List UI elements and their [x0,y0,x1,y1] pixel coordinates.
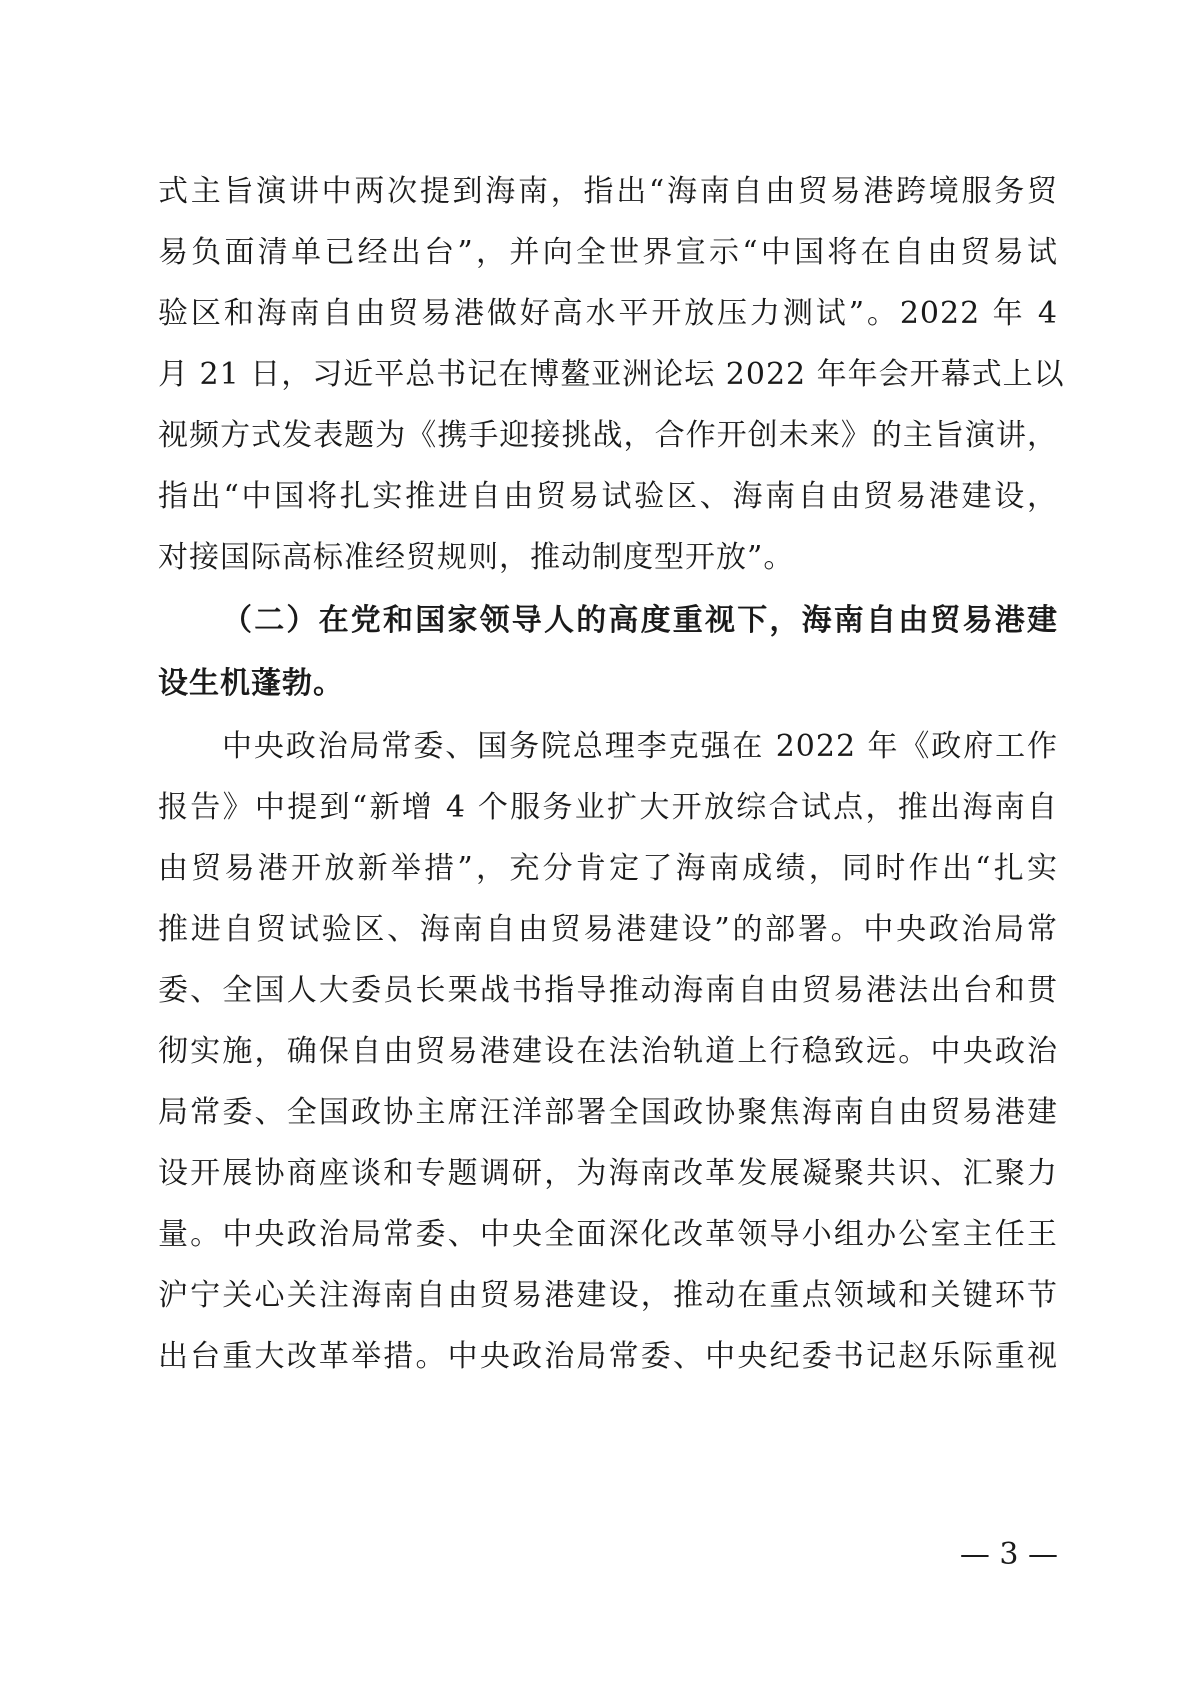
text-line: 局常委、全国政协主席汪洋部署全国政协聚焦海南自由贸易港建 [158,1095,1058,1130]
heading-line: 设生机蓬勃。 [158,666,344,701]
text-line: 验区和海南自由贸易港做好高水平开放压力测试”。2022 年 4 [158,296,1058,331]
text-line: 中央政治局常委、国务院总理李克强在 2022 年《政府工作 [222,729,1058,764]
text-line: 彻实施，确保自由贸易港建设在法治轨道上行稳致远。中央政治 [158,1034,1058,1069]
text-line: 出台重大改革举措。中央政治局常委、中央纪委书记赵乐际重视 [158,1339,1058,1374]
text-line: 视频方式发表题为《携手迎接挑战，合作开创未来》的主旨演讲， [158,418,1058,453]
text-line: 对接国际高标准经贸规则，推动制度型开放”。 [158,540,795,575]
heading-line: （二）在党和国家领导人的高度重视下，海南自由贸易港建 [222,603,1058,638]
text-line: 量。中央政治局常委、中央全面深化改革领导小组办公室主任王 [158,1217,1058,1252]
page-number: — 3 — [959,1537,1058,1572]
text-line: 沪宁关心关注海南自由贸易港建设，推动在重点领域和关键环节 [158,1278,1058,1313]
text-line: 报告》中提到“新增 4 个服务业扩大开放综合试点，推出海南自 [158,790,1058,825]
text-line: 式主旨演讲中两次提到海南，指出“海南自由贸易港跨境服务贸 [158,174,1058,209]
text-line: 设开展协商座谈和专题调研，为海南改革发展凝聚共识、汇聚力 [158,1156,1058,1191]
text-line: 委、全国人大委员长栗战书指导推动海南自由贸易港法出台和贯 [158,973,1058,1008]
text-line: 由贸易港开放新举措”，充分肯定了海南成绩，同时作出“扎实 [158,851,1058,886]
text-line: 易负面清单已经出台”，并向全世界宣示“中国将在自由贸易试 [158,235,1058,270]
text-line: 月 21 日，习近平总书记在博鳌亚洲论坛 2022 年年会开幕式上以 [158,357,1065,392]
text-line: 指出“中国将扎实推进自由贸易试验区、海南自由贸易港建设， [158,479,1058,514]
text-line: 推进自贸试验区、海南自由贸易港建设”的部署。中央政治局常 [158,912,1058,947]
